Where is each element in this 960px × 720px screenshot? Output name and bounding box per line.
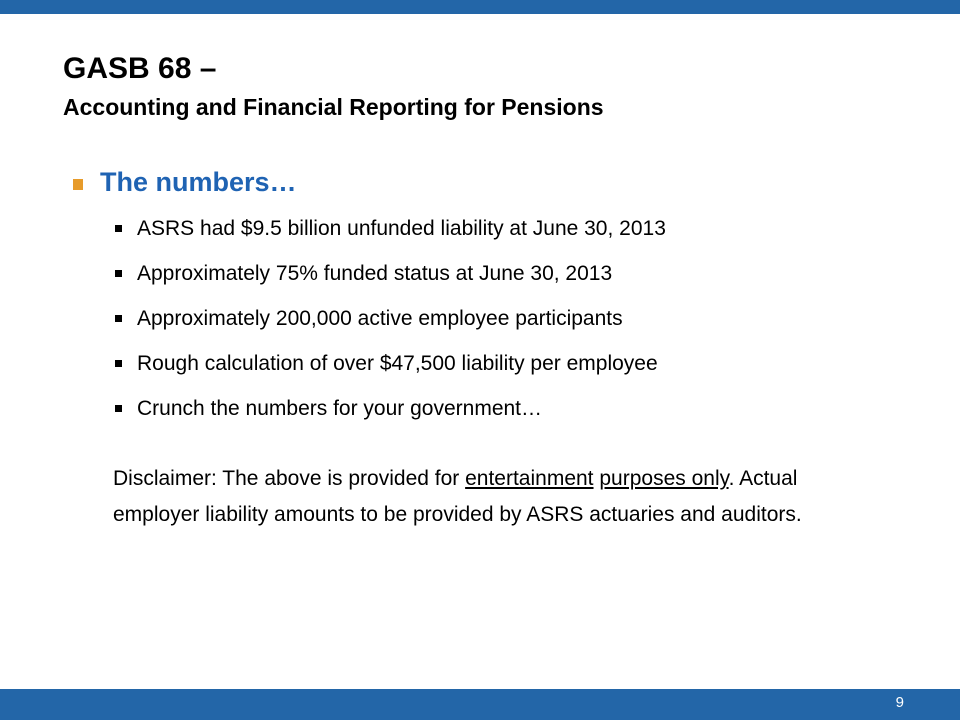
square-bullet-icon [115,270,122,277]
disclaimer-paragraph [113,461,833,533]
square-bullet-icon [115,315,122,322]
disclaimer-underlined-entertainment: entertainment [465,467,594,490]
section-heading [73,163,913,201]
bullet-item [115,300,666,337]
slide-subtitle: Accounting and Financial Reporting for Pensions [63,94,604,120]
section-heading-text: The numbers… [100,167,297,197]
bullet-text: ASRS had $9.5 billion unfunded liability at June 30, 2013 [137,217,666,240]
numbers-section [73,163,913,420]
bullet-text: Rough calculation of over $47,500 liability per employee [137,352,658,375]
bullet-item [115,390,666,427]
square-bullet-icon [115,225,122,232]
bullet-item [115,255,666,292]
bullet-item [115,345,666,382]
square-bullet-icon [115,405,122,412]
disclaimer-prefix: Disclaimer: The above is provided for [113,467,466,490]
bullet-text: Approximately 200,000 active employee participants [137,307,623,330]
bullet-item [115,210,666,247]
bullet-text: Crunch the numbers for your government… [137,397,543,420]
bullet-list [115,210,666,435]
orange-square-bullet-icon [73,179,83,190]
disclaimer-suffix: . Actual employer liability amounts to be provided by ASRS actuaries and auditors. [113,467,802,526]
slide-title: GASB 68 – [63,52,217,85]
disclaimer-underlined-purposes-only: purposes only [599,467,729,490]
page-number: 9 [895,694,904,711]
bottom-accent-bar [0,689,960,720]
bullet-text: Approximately 75% funded status at June 30, 2013 [137,262,613,285]
top-accent-bar [0,0,960,14]
square-bullet-icon [115,360,122,367]
